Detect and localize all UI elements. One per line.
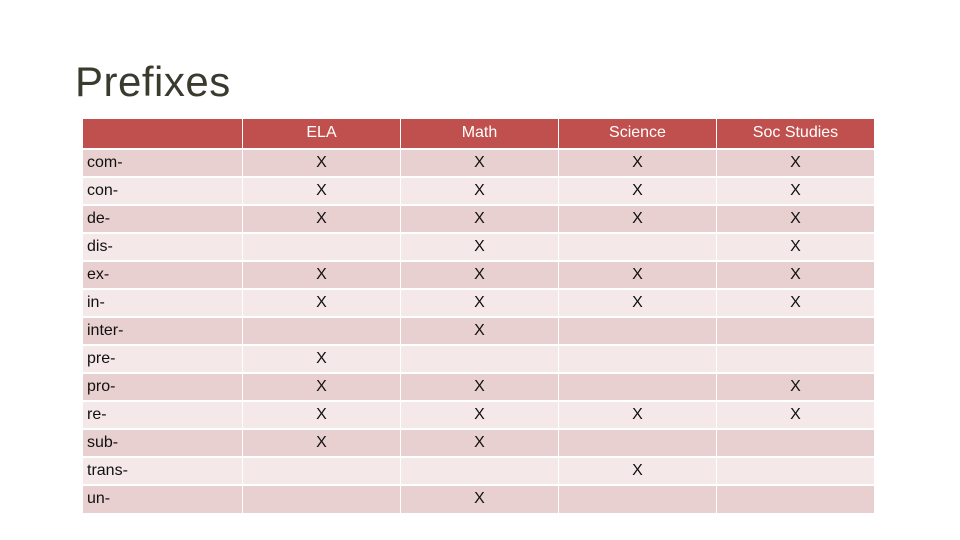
table-row	[83, 429, 875, 457]
prefix-table	[82, 118, 875, 513]
cell-ela	[243, 485, 401, 513]
cell-soc-studies	[717, 485, 875, 513]
header-soc-studies: Soc Studies	[717, 119, 875, 149]
header-row	[83, 119, 875, 149]
table-row	[83, 261, 875, 289]
cell-math: X	[401, 373, 559, 401]
cell-science	[559, 373, 717, 401]
cell-ela: X	[243, 205, 401, 233]
row-prefix-label: in-	[83, 289, 243, 317]
cell-math: X	[401, 317, 559, 345]
cell-soc-studies: X	[717, 401, 875, 429]
cell-ela: X	[243, 289, 401, 317]
row-prefix-label: de-	[83, 205, 243, 233]
cell-soc-studies: X	[717, 205, 875, 233]
table-row	[83, 373, 875, 401]
slide-title: Prefixes	[75, 58, 231, 105]
header-science: Science	[559, 119, 717, 149]
cell-math: X	[401, 205, 559, 233]
table-row	[83, 177, 875, 205]
cell-ela	[243, 457, 401, 485]
header-math: Math	[401, 119, 559, 149]
cell-math	[401, 457, 559, 485]
cell-ela: X	[243, 261, 401, 289]
row-prefix-label: pro-	[83, 373, 243, 401]
row-prefix-label: re-	[83, 401, 243, 429]
cell-science	[559, 233, 717, 261]
cell-soc-studies	[717, 317, 875, 345]
cell-soc-studies: X	[717, 233, 875, 261]
cell-soc-studies: X	[717, 149, 875, 177]
cell-soc-studies	[717, 457, 875, 485]
cell-soc-studies: X	[717, 261, 875, 289]
row-prefix-label: inter-	[83, 317, 243, 345]
cell-math: X	[401, 485, 559, 513]
table-row	[83, 317, 875, 345]
header-ela: ELA	[243, 119, 401, 149]
cell-math: X	[401, 401, 559, 429]
cell-math: X	[401, 177, 559, 205]
cell-science: X	[559, 205, 717, 233]
row-prefix-label: pre-	[83, 345, 243, 373]
cell-ela: X	[243, 429, 401, 457]
cell-math: X	[401, 289, 559, 317]
cell-science: X	[559, 261, 717, 289]
row-prefix-label: com-	[83, 149, 243, 177]
cell-soc-studies	[717, 345, 875, 373]
cell-ela: X	[243, 177, 401, 205]
row-prefix-label: trans-	[83, 457, 243, 485]
row-prefix-label: sub-	[83, 429, 243, 457]
row-prefix-label: ex-	[83, 261, 243, 289]
cell-soc-studies: X	[717, 373, 875, 401]
cell-ela: X	[243, 345, 401, 373]
row-prefix-label: con-	[83, 177, 243, 205]
header-prefix	[83, 119, 243, 149]
cell-ela: X	[243, 373, 401, 401]
cell-math: X	[401, 261, 559, 289]
cell-science	[559, 345, 717, 373]
table-body	[83, 149, 875, 513]
cell-ela: X	[243, 149, 401, 177]
cell-math	[401, 345, 559, 373]
cell-science: X	[559, 457, 717, 485]
cell-math: X	[401, 429, 559, 457]
table-row	[83, 289, 875, 317]
table-row	[83, 149, 875, 177]
table-row	[83, 401, 875, 429]
cell-ela	[243, 233, 401, 261]
cell-soc-studies: X	[717, 289, 875, 317]
row-prefix-label: dis-	[83, 233, 243, 261]
table-row	[83, 485, 875, 513]
table-row	[83, 345, 875, 373]
cell-science: X	[559, 149, 717, 177]
row-prefix-label: un-	[83, 485, 243, 513]
cell-ela	[243, 317, 401, 345]
cell-science	[559, 317, 717, 345]
cell-science: X	[559, 401, 717, 429]
table-row	[83, 205, 875, 233]
cell-soc-studies	[717, 429, 875, 457]
cell-math: X	[401, 233, 559, 261]
cell-ela: X	[243, 401, 401, 429]
cell-soc-studies: X	[717, 177, 875, 205]
table-row	[83, 233, 875, 261]
cell-science	[559, 429, 717, 457]
cell-science: X	[559, 289, 717, 317]
cell-science	[559, 485, 717, 513]
table-row	[83, 457, 875, 485]
cell-science: X	[559, 177, 717, 205]
cell-math: X	[401, 149, 559, 177]
